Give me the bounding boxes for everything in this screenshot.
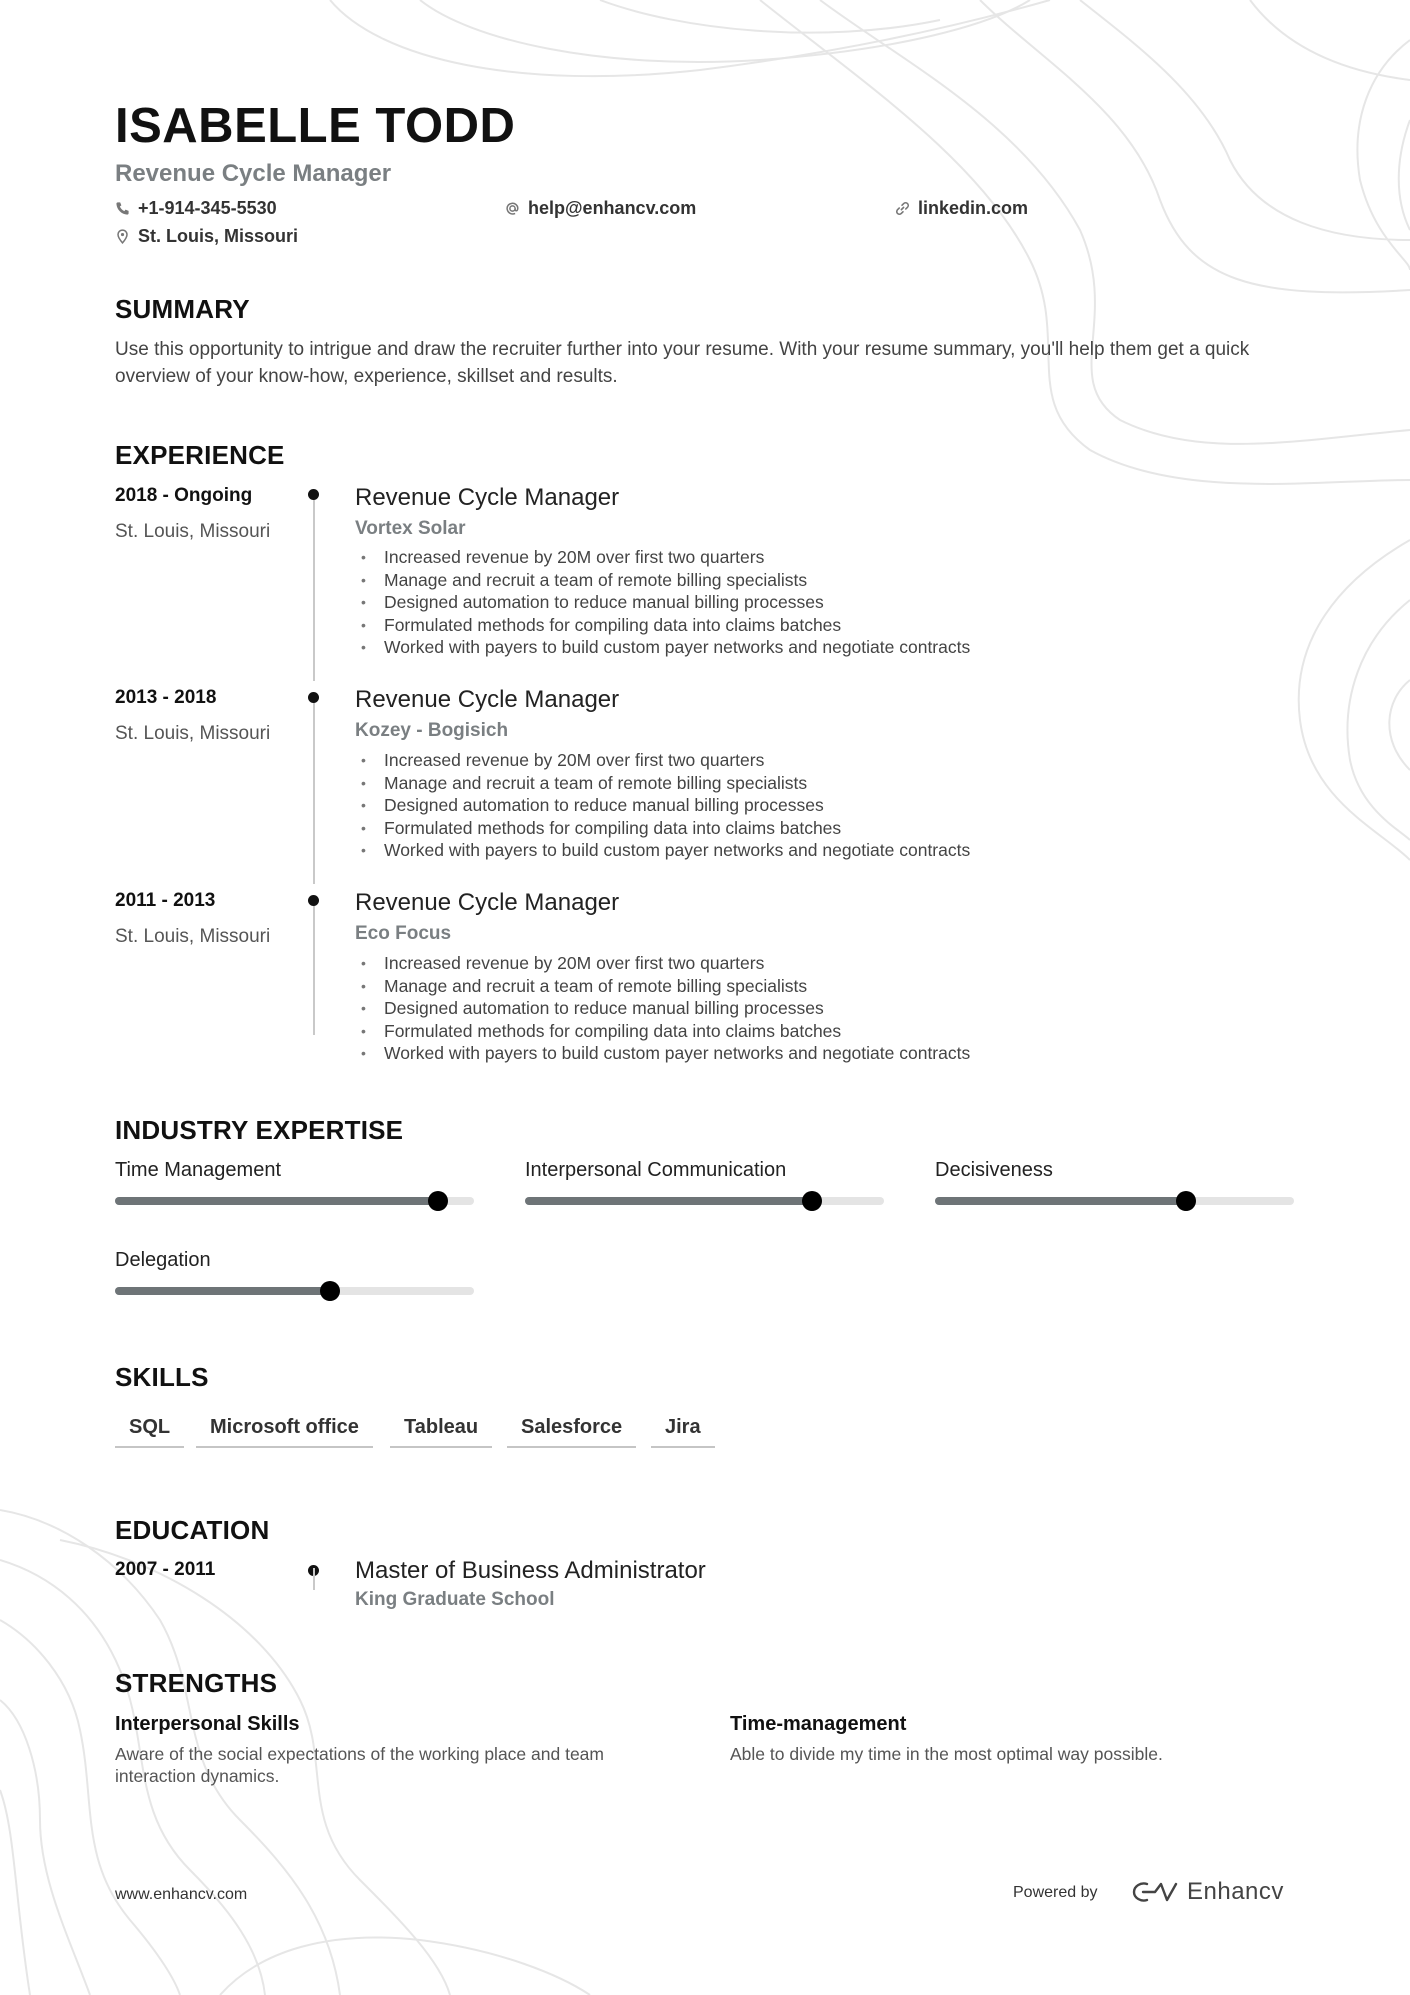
footer-brand-name: Enhancv [1187,1878,1284,1905]
skill-tag: Jira [651,1412,715,1448]
candidate-title: Revenue Cycle Manager [115,160,392,187]
bullet-item: • Worked with payers to build custom payer networks and negotiate contracts [361,636,970,659]
experience-location: St. Louis, Missouri [115,723,271,744]
experience-bullets [361,952,970,1065]
expertise-bar-fill [525,1197,812,1205]
experience-role: Revenue Cycle Manager [355,686,620,713]
strengths-heading: STRENGTHS [115,1668,278,1698]
timeline-line [313,1568,315,1590]
skill-tag: Tableau [390,1412,492,1448]
expertise-bar [525,1197,884,1205]
timeline-line [313,493,315,681]
education-date: 2007 - 2011 [115,1559,216,1580]
email-text[interactable]: help@enhancv.com [528,198,697,218]
strength-title: Time-management [730,1713,907,1735]
expertise-bar [935,1197,1294,1205]
experience-location: St. Louis, Missouri [115,521,271,542]
at-icon [505,201,520,216]
location-pin-icon [115,229,130,244]
expertise-label: Delegation [115,1249,211,1271]
expertise-bar-fill [115,1197,438,1205]
bullet-item: • Increased revenue by 20M over first two quarters [361,546,970,569]
education-school: King Graduate School [355,1589,555,1610]
expertise-bar [115,1287,474,1295]
experience-date: 2018 - Ongoing [115,485,253,506]
bullet-item: • Increased revenue by 20M over first two quarters [361,749,970,772]
skill-tag: SQL [115,1412,184,1448]
experience-location: St. Louis, Missouri [115,926,271,947]
contact-phone [115,198,277,219]
enhancv-logo-icon [1131,1879,1179,1905]
experience-heading: EXPERIENCE [115,440,285,470]
strength-description: Aware of the social expectations of the working place and team interaction dynamics. [115,1744,604,1786]
bullet-item: • Formulated methods for compiling data into claims batches [361,1020,970,1043]
experience-company: Kozey - Bogisich [355,720,509,741]
footer-powered-by: Powered by [1013,1884,1098,1901]
experience-bullets [361,749,970,862]
skills-heading: SKILLS [115,1362,209,1392]
experience-bullets [361,546,970,659]
experience-company: Vortex Solar [355,518,466,539]
experience-company: Eco Focus [355,923,452,944]
bullet-item: • Designed automation to reduce manual billing processes [361,591,970,614]
skill-tag: Salesforce [507,1412,636,1448]
bullet-item: • Worked with payers to build custom payer networks and negotiate contracts [361,839,970,862]
expertise-bar-knob [1176,1191,1196,1211]
expertise-label: Interpersonal Communication [525,1159,787,1181]
expertise-label: Decisiveness [935,1159,1053,1181]
strength-title: Interpersonal Skills [115,1713,300,1735]
phone-text[interactable]: +1-914-345-5530 [138,198,277,218]
expertise-bar-knob [802,1191,822,1211]
bullet-item: • Manage and recruit a team of remote billing specialists [361,772,970,795]
footer-website-link[interactable]: www.enhancv.com [115,1886,248,1903]
bullet-item: • Increased revenue by 20M over first two quarters [361,952,970,975]
skill-tag: Microsoft office [196,1412,373,1448]
phone-icon [115,201,130,216]
enhancv-logo[interactable] [1131,1878,1284,1906]
education-heading: EDUCATION [115,1515,270,1545]
timeline-dot [308,489,319,500]
contact-linkedin [895,198,1028,219]
bullet-item: • Formulated methods for compiling data into claims batches [361,817,970,840]
experience-role: Revenue Cycle Manager [355,889,620,916]
expertise-bar-fill [935,1197,1186,1205]
bullet-item: • Worked with payers to build custom payer networks and negotiate contracts [361,1042,970,1065]
expertise-bar-fill [115,1287,330,1295]
timeline-dot [308,692,319,703]
bullet-item: • Manage and recruit a team of remote billing specialists [361,569,970,592]
location-text: St. Louis, Missouri [138,226,299,246]
expertise-bar-knob [320,1281,340,1301]
expertise-heading: INDUSTRY EXPERTISE [115,1115,404,1145]
expertise-bar [115,1197,474,1205]
education-degree: Master of Business Administrator [355,1557,706,1584]
timeline-dot [308,895,319,906]
experience-date: 2011 - 2013 [115,890,216,911]
timeline-line [313,696,315,884]
timeline-line [313,899,315,1035]
summary-text: Use this opportunity to intrigue and draw the recruiter further into your resume. With your resume summary, you'll help them get a quick overview of your know-how, experience, skillset and results. [115,339,1250,387]
link-icon [895,201,910,216]
experience-date: 2013 - 2018 [115,687,217,708]
bullet-item: • Formulated methods for compiling data into claims batches [361,614,970,637]
contact-location [115,226,298,247]
bullet-item: • Manage and recruit a team of remote billing specialists [361,975,970,998]
contact-email [505,198,696,219]
strength-description: Able to divide my time in the most optimal way possible. [730,1744,1163,1764]
linkedin-text[interactable]: linkedin.com [918,198,1029,218]
candidate-name: ISABELLE TODD [115,99,516,153]
expertise-label: Time Management [115,1159,281,1181]
experience-role: Revenue Cycle Manager [355,484,620,511]
bullet-item: • Designed automation to reduce manual billing processes [361,997,970,1020]
bullet-item: • Designed automation to reduce manual billing processes [361,794,970,817]
expertise-bar-knob [428,1191,448,1211]
summary-heading: SUMMARY [115,294,250,324]
